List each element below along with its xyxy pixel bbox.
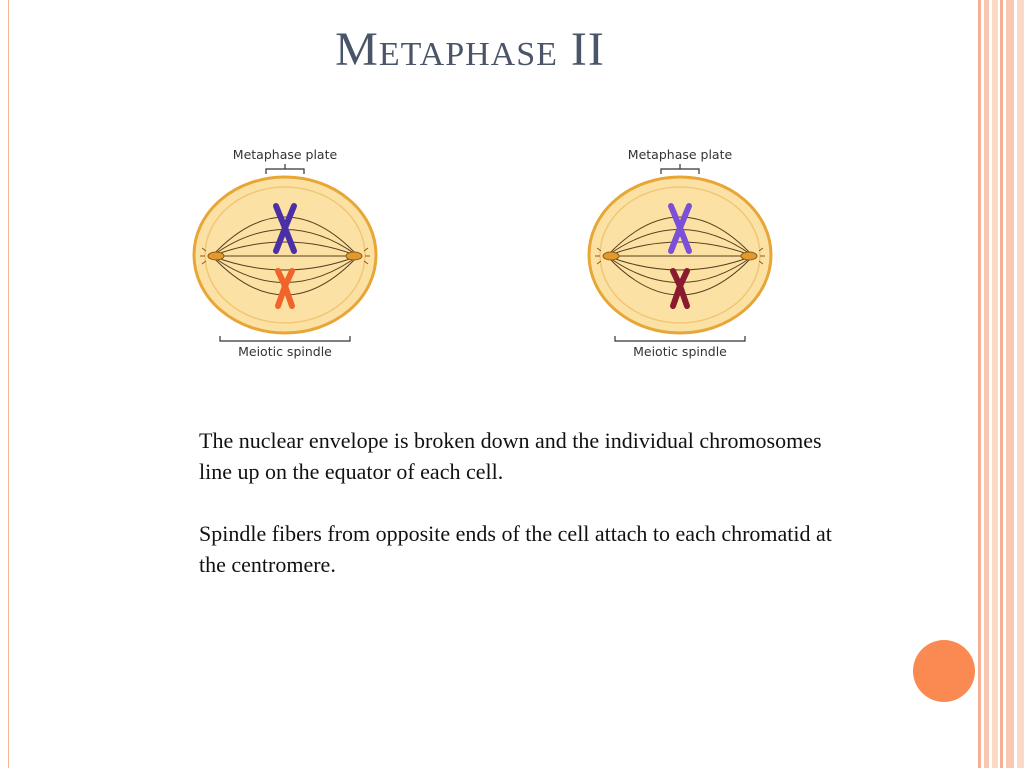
metaphase-plate-label: Metaphase plate: [627, 147, 733, 162]
meiotic-spindle-label: Meiotic spindle: [633, 344, 727, 359]
cell-diagram-icon: [190, 138, 390, 368]
slide-title: Metaphase II: [335, 23, 605, 76]
paragraph-1: The nuclear envelope is broken down and the individual chromosomes line up on the equator of each cell.: [199, 428, 822, 484]
decorative-stripes: [978, 0, 1024, 768]
cell-diagram-2: [585, 138, 785, 368]
cell-diagram-icon: [585, 138, 785, 368]
paragraph-2: Spindle fibers from opposite ends of the cell attach to each chromatid at the centromere.: [199, 521, 832, 577]
cell-diagram-1: [190, 138, 390, 368]
frame-line: [8, 0, 9, 768]
meiotic-spindle-label: Meiotic spindle: [238, 344, 332, 359]
body-text: [199, 425, 849, 580]
orange-dot-icon: [913, 640, 975, 702]
metaphase-plate-label: Metaphase plate: [232, 147, 338, 162]
